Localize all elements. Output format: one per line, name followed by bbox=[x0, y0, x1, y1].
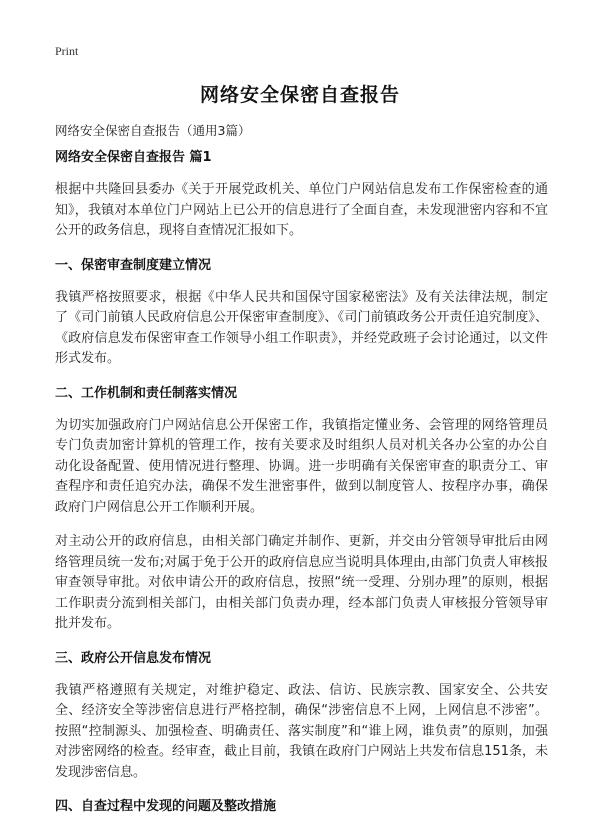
section-2-heading: 二、工作机制和责任制落实情况 bbox=[55, 385, 238, 401]
document-title: 网络安全保密自查报告 bbox=[199, 84, 400, 106]
section-1-paragraph-1: 我镇严格按照要求，根据《中华人民共和国保守国家秘密法》及有关法律法规，制定了《司门前镇人民政府信息公开保密审查制度》、《司门前镇政务公开责任追究制度》、《政府信息发布保密审查工作领导小组工作职责》，并经党政班子会讨论通过，以文件形式发布。 bbox=[55, 289, 548, 366]
section-4-heading: 四、自查过程中发现的问题及整改措施 bbox=[55, 799, 277, 814]
print-link[interactable]: Print bbox=[55, 44, 79, 58]
part-title: 网络安全保密自查报告 篇1 bbox=[55, 150, 212, 165]
section-3-heading: 三、政府公开信息发布情况 bbox=[55, 650, 212, 666]
section-1-heading: 一、保密审查制度建立情况 bbox=[55, 257, 212, 273]
document-subtitle: 网络安全保密自查报告（通用3篇） bbox=[55, 123, 251, 138]
document-body bbox=[55, 148, 548, 829]
intro-paragraph: 根据中共隆回县委办《关于开展党政机关、单位门户网站信息发布工作保密检查的通知》，我镇对本单位门户网站上已公开的信息进行了全面自查，未发现泄密内容和不宜公开的政务信息，现将自查情况汇报如下。 bbox=[55, 182, 548, 238]
section-3-paragraph-1: 我镇严格遵照有关规定，对维护稳定、政法、信访、民族宗教、国家安全、公共安全、经济安全等涉密信息进行严格控制，确保“涉密信息不上网，上网信息不涉密”。按照“控制源头、加强检查、明确责任、落实制度”和“谁上网，谁负责”的原则，加强对涉密网络的检查。经审查，截止目前，我镇在政府门户网站上共发布信息151条，未发现涉密信息。 bbox=[55, 682, 548, 780]
section-2-paragraph-2: 对主动公开的政府信息，由相关部门确定并制作、更新，并交由分管领导审批后由网络管理员统一发布;对属于免于公开的政府信息应当说明具体理由,由部门负责人审核报审查领导审批。对依申请公开的政府信息，按照“统一受理、分别办理”的原则，根据工作职责分流到相关部门，由相关部门负责办理，经本部门负责人审核报分管领导审批并发布。 bbox=[55, 534, 548, 631]
section-2-paragraph-1: 为切实加强政府门户网站信息公开保密工作，我镇指定懂业务、会管理的网络管理员专门负责加密计算机的管理工作，按有关要求及时组织人员对机关各办公室的办公自动化设备配置、使用情况进行整理、协调。进一步明确有关保密审查的职责分工、审查程序和责任追究办法，确保不发生泄密事件，做到以制度管人、按程序办事，确保政府门户网信息公开工作顺利开展。 bbox=[55, 417, 548, 515]
